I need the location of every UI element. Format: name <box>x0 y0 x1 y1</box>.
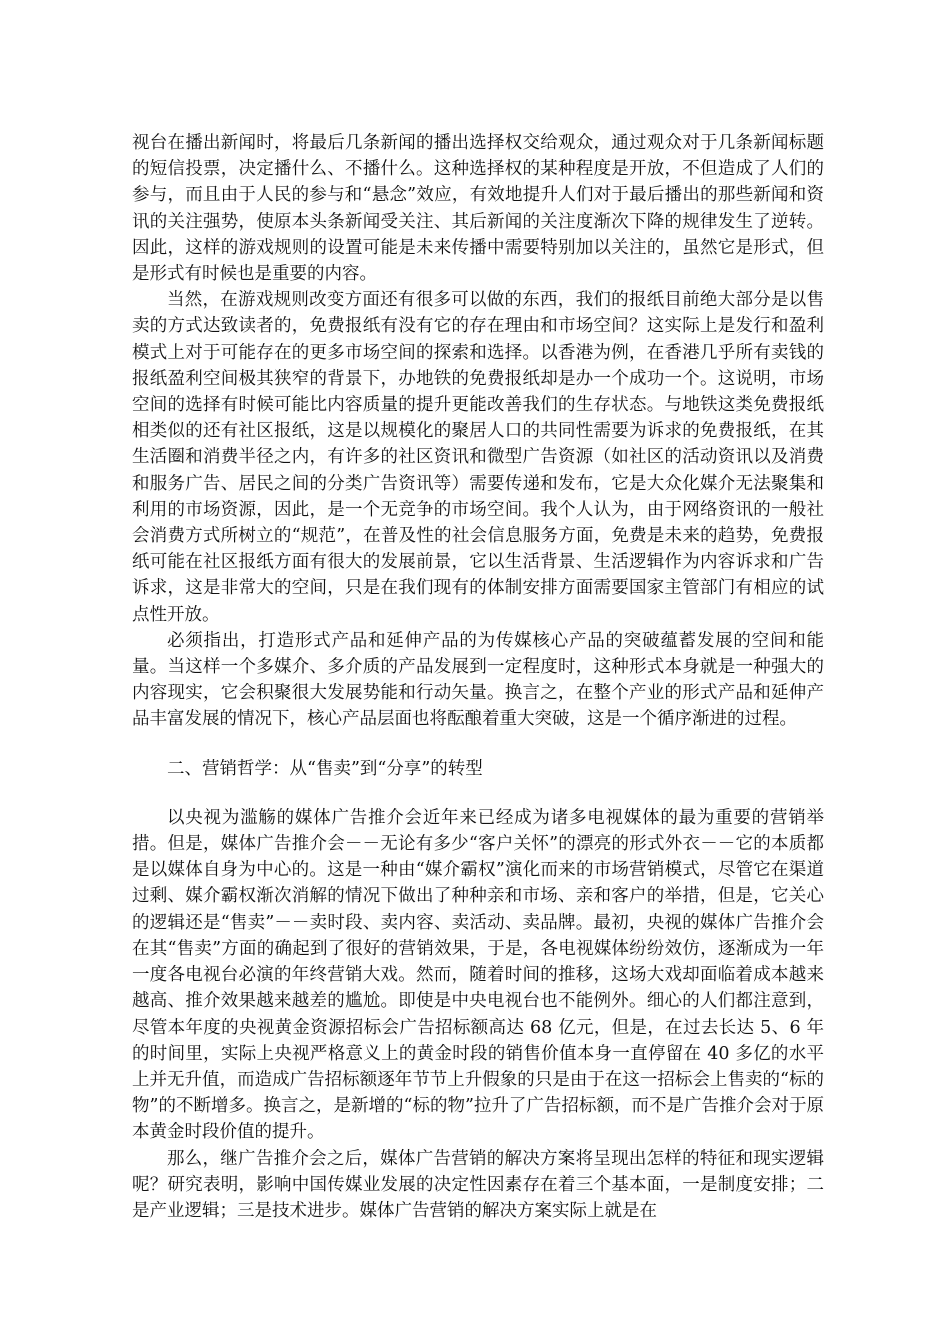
paragraph-ad-promotion: 以央视为滥觞的媒体广告推介会近年来已经成为诸多电视媒体的最为重要的营销举措。但是，媒体广告推介会－－无论有多少“客户关怀”的漂亮的形式外衣－－它的本质都是以媒体自身为中心的。这是一种由“媒介霸权”演化而来的市场营销模式，尽管它在渠道过剩、媒介霸权渐次消解的情况下做出了种种亲和市场、亲和客户的举措，但是，它关心的逻辑还是“售卖”－－卖时段、卖内容、卖活动、卖品牌。最初，央视的媒体广告推介会在其“售卖”方面的确起到了很好的营销效果，于是，各电视媒体纷纷效仿，逐渐成为一年一度各电视台必演的年终营销大戏。然而，随着时间的推移，这场大戏却面临着成本越来越高、推介效果越来越差的尴尬。即使是中央电视台也不能例外。细心的人们都注意到，尽管本年度的央视黄金资源招标会广告招标额高达 68 亿元，但是，在过去长达 5、6 年的时间里，实际上央视严格意义上的黄金时段的销售价值本身一直停留在 40 多亿的水平上并无升值，而造成广告招标额逐年节节上升假象的只是由于在这一招标会上售卖的“标的物”的不断增多。换言之，是新增的“标的物”拉升了广告招标额，而不是广告推介会对于原本黄金时段价值的提升。 <box>132 807 824 1143</box>
paragraph-form-products: 必须指出，打造形式产品和延伸产品的为传媒核心产品的突破蕴蓄发展的空间和能量。当这样一个多媒介、多介质的产品发展到一定程度时，这种形式本身就是一种强大的内容现实，它会积聚很大发展势能和行动矢量。换言之，在整个产业的形式产品和延伸产品丰富发展的情况下，核心产品层面也将酝酿着重大突破，这是一个循序渐进的过程。 <box>132 630 824 730</box>
paragraph-free-newspapers: 当然，在游戏规则改变方面还有很多可以做的东西，我们的报纸目前绝大部分是以售卖的方式达致读者的，免费报纸有没有它的存在理由和市场空间？这实际上是发行和盈利模式上对于可能存在的更多市场空间的探索和选择。以香港为例，在香港几乎所有卖钱的报纸盈利空间极其狭窄的背景下，办地铁的免费报纸却是办一个成功一个。这说明，市场空间的选择有时候可能比内容质量的提升更能改善我们的生存状态。与地铁这类免费报纸相类似的还有社区报纸，这是以规模化的聚居人口的共同性需要为诉求的免费报纸，在其生活圈和消费半径之内，有许多的社区资讯和微型广告资源（如社区的活动资讯以及消费和服务广告、居民之间的分类广告资讯等）需要传递和发布，它是大众化媒介无法聚集和利用的市场资源，因此，是一个无竞争的市场空间。我个人认为，由于网络资讯的一般社会消费方式所树立的“规范”，在普及性的社会信息服务方面，免费是未来的趋势，免费报纸可能在社区报纸方面有很大的发展前景，它以生活背景、生活逻辑作为内容诉求和广告诉求，这是非常大的空间，只是在我们现有的体制安排方面需要国家主管部门有相应的试点性开放。 <box>132 290 824 625</box>
paragraph-marketing-solution: 那么，继广告推介会之后，媒体广告营销的解决方案将呈现出怎样的特征和现实逻辑呢？研究表明，影响中国传媒业发展的决定性因素存在着三个基本面，一是制度安排；二是产业逻辑；三是技术进步。媒体广告营销的解决方案实际上就是在 <box>132 1148 824 1221</box>
document-body <box>132 130 824 1224</box>
section-heading: 二、营销哲学：从“售卖”到“分享”的转型 <box>167 758 483 779</box>
paragraph-continued: 视台在播出新闻时，将最后几条新闻的播出选择权交给观众，通过观众对于几条新闻标题的短信投票，决定播什么、不播什么。这种选择权的某种程度是开放，不但造成了人们的参与，而且由于人民的参与和“悬念”效应，有效地提升人们对于最后播出的那些新闻和资讯的关注强势，使原本头条新闻受关注、其后新闻的关注度渐次下降的规律发生了逆转。因此，这样的游戏规则的设置可能是未来传播中需要特别加以关注的，虽然它是形式，但是形式有时候也是重要的内容。 <box>132 133 824 285</box>
